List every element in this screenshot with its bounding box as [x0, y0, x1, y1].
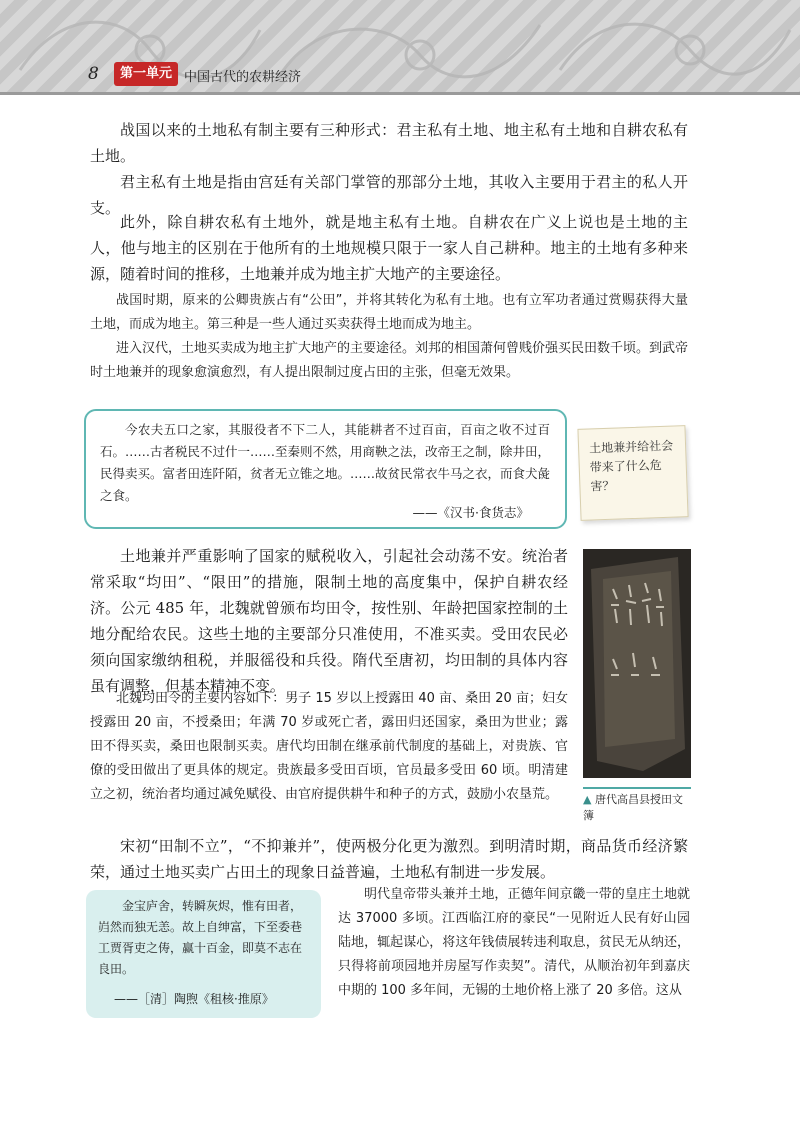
- figure-caption-text: 唐代高昌县授田文簿: [583, 793, 683, 822]
- small-paragraph-1: 战国时期，原来的公卿贵族占有“公田”，并将其转化为私有土地。也有立军功者通过赏赐获得大量土地，而成为地主。第三种是一些人通过买卖获得土地而成为地主。: [90, 293, 688, 332]
- paragraph-1: 战国以来的土地私有制主要有三种形式：君主私有土地、地主私有土地和自耕农私有土地。: [90, 121, 688, 165]
- question-note-text: 土地兼并给社会带来了什么危害？: [588, 438, 674, 494]
- small-paragraph-2: 进入汉代，土地买卖成为地主扩大地产的主要途径。刘邦的相国萧何曾贱价强买民田数千顷。到武帝时土地兼并的现象愈演愈烈，有人提出限制过度占田的主张，但毫无效果。: [90, 341, 689, 380]
- triangle-icon: ▲: [583, 793, 595, 806]
- small-paragraph-4: 明代皇帝带头兼并土地，正德年间京畿一带的皇庄土地就达 37000 多顷。江西临江府的豪民“一见附近人民有好山园陆地，辄起谋心，将这年钱债展转违利取息，贫民无从纳还，只得将前项园地并房屋写作卖契”。清代，从顺治初年到嘉庆中期的 100 多年间，无锡的土地价格上涨了 20 多倍。这从: [338, 887, 690, 998]
- manuscript-image: [583, 549, 691, 778]
- green-quote-box: [86, 890, 321, 1018]
- paragraph-5: 宋初“田制不立”，“不抑兼并”，使两极分化更为激烈。到明清时期，商品货币经济繁荣，通过土地买卖广占田土的现象日益普遍，土地私有制进一步发展。: [90, 837, 688, 881]
- unit-badge: 第一单元: [114, 62, 178, 86]
- quote-source: ——《汉书·食货志》: [412, 505, 529, 520]
- header-rule: [0, 92, 800, 95]
- manuscript-photo: [583, 549, 691, 778]
- green-quote-text: 金宝庐舍，转瞬灰烬，惟有田者，岿然而独无恙。故上自绅富，下至委巷工贾胥吏之俦，赢十百金，即莫不志在良田。: [98, 899, 303, 976]
- page-number: 8: [88, 64, 99, 84]
- caption-rule: [583, 787, 691, 789]
- figure-caption: [583, 792, 693, 824]
- paragraph-3: 此外，除自耕农私有土地外，就是地主私有土地。自耕农在广义上说也是土地的主人，他与地主的区别在于他所有的土地规模只限于一家人自己耕种。地主的土地有多种来源，随着时间的推移，土地兼并成为地主扩大地产的主要途径。: [90, 213, 688, 283]
- quote-box: [84, 409, 567, 529]
- green-quote-source: ——［清］陶煦《租核·推原》: [114, 992, 274, 1006]
- unit-title: 中国古代的农耕经济: [184, 70, 302, 85]
- paragraph-2: 君主私有土地是指由宫廷有关部门掌管的那部分土地，其收入主要用于君主的私人开支。: [90, 173, 688, 217]
- question-note: [577, 425, 688, 521]
- quote-text: 今农夫五口之家，其服役者不下二人，其能耕者不过百亩，百亩之收不过百石。……古者税民不过什一……至秦则不然，用商鞅之法，改帝王之制，除井田，民得卖买。富者田连阡陌，贫者无立锥之地。……故贫民常衣牛马之衣，而食犬彘之食。: [100, 422, 551, 503]
- paragraph-4: 土地兼并严重影响了国家的赋税收入，引起社会动荡不安。统治者常采取“均田”、“限田”的措施，限制土地的高度集中，保护自耕农经济。公元 485 年，北魏就曾颁布均田令，按性别、年龄把国家控制的土地分配给农民。这些土地的主要部分只准使用，不准买卖。受田农民必须向国家缴纳租税，并服徭役和兵役。隋代至唐初，均田制的具体内容虽有调整，但基本精神不变。: [90, 547, 568, 695]
- small-paragraph-3: 北魏均田令的主要内容如下：男子 15 岁以上授露田 40 亩、桑田 20 亩；妇女授露田 20 亩，不授桑田；年满 70 岁或死亡者，露田归还国家，桑田为世业；露田不得买卖，桑田也限制买卖。唐代均田制在继承前代制度的基础上，对贵族、官僚的受田做出了更具体的规定。贵族最多受田百顷，官员最多受田 60 顷。明清建立之初，统治者均通过减免赋役、由官府提供耕牛和种子的方式，鼓励小农垦荒。: [90, 691, 568, 802]
